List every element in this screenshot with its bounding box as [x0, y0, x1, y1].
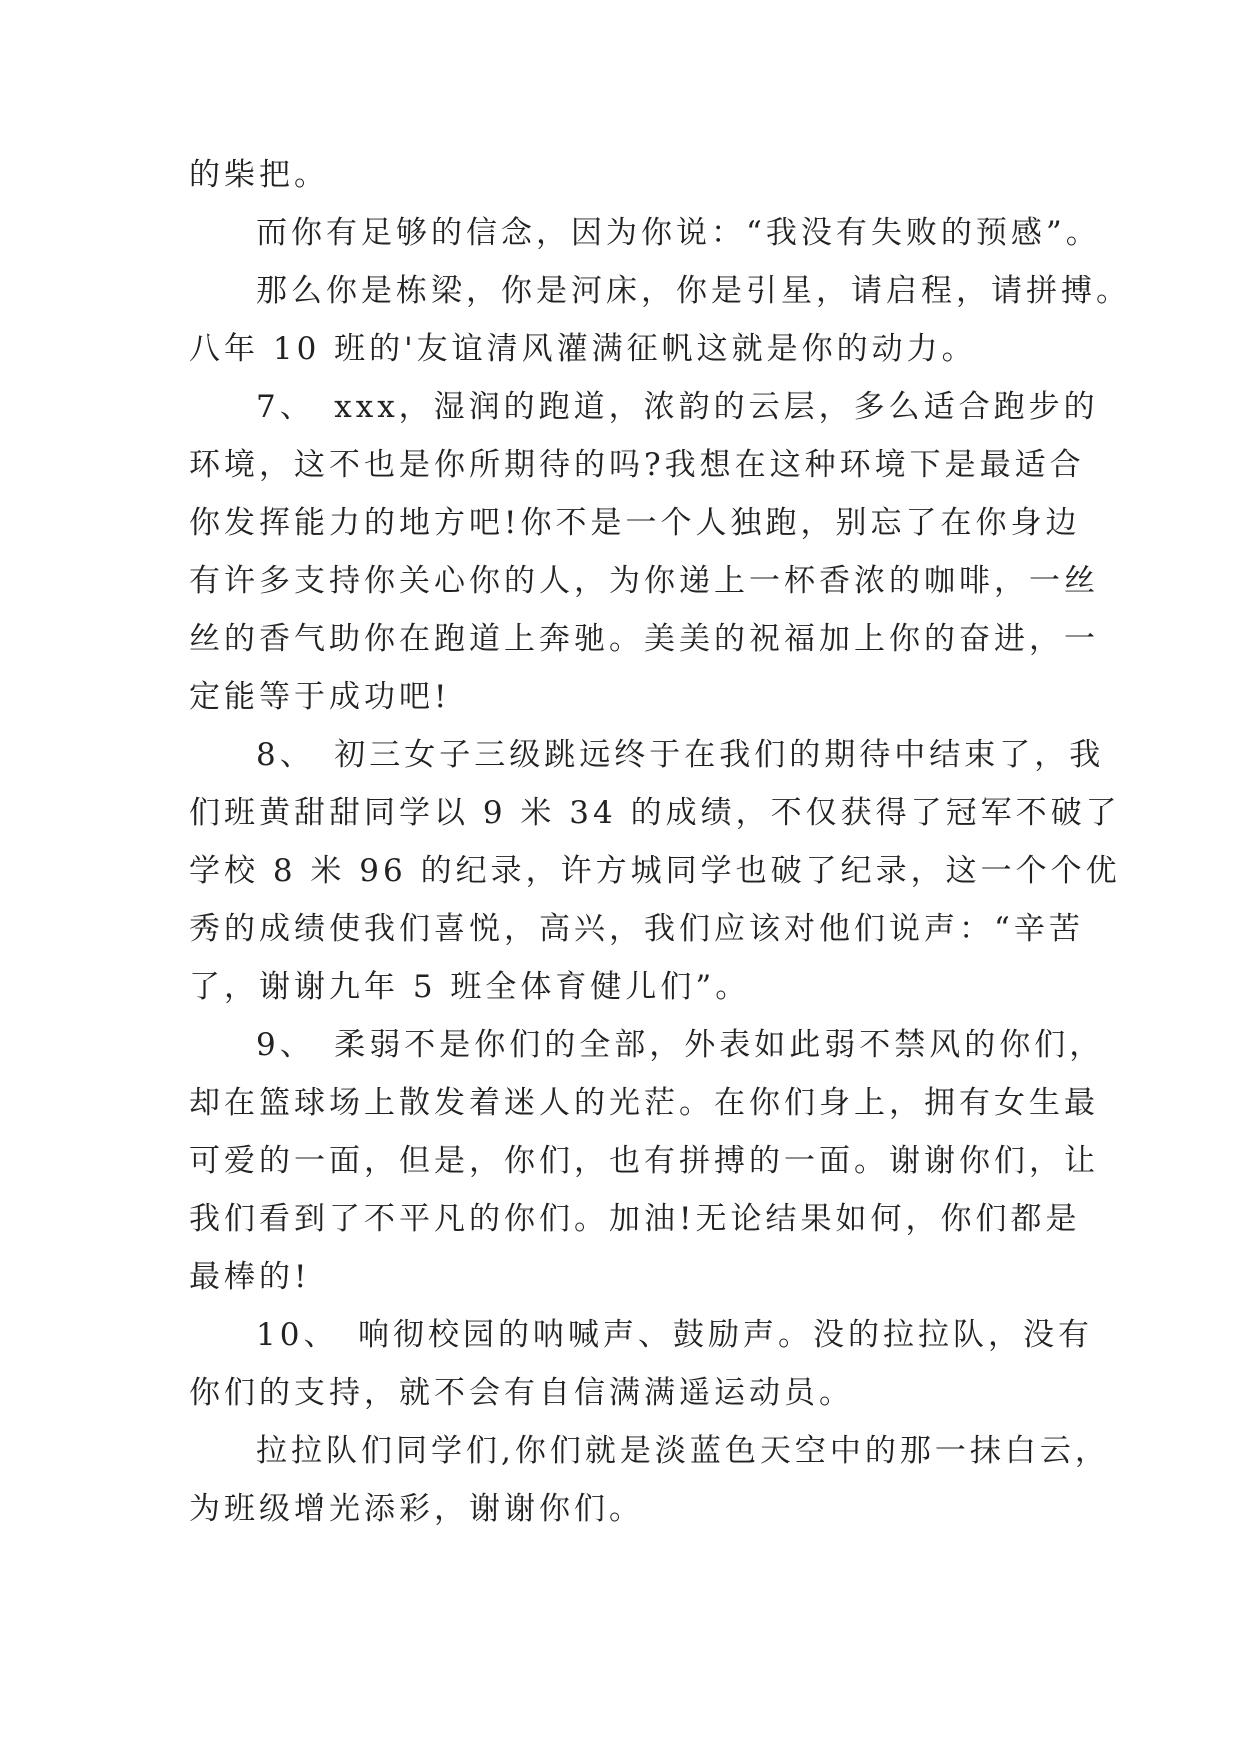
text-line: 八年 10 班的'友谊清风灌满征帆这就是你的动力。: [189, 331, 977, 367]
text-line: 有许多支持你关心你的人，为你递上一杯香浓的咖啡，一丝: [189, 563, 1099, 599]
document-body: [189, 146, 1131, 1538]
text-line: 我们看到了不平凡的你们。加油!无论结果如何，你们都是: [189, 1201, 1081, 1237]
text-line: 9、 柔弱不是你们的全部，外表如此弱不禁风的你们，: [256, 1027, 1105, 1063]
text-line: 环境，这不也是你所期待的吗?我想在这种环境下是最适合: [189, 447, 1085, 483]
text-line: 8、 初三女子三级跳远终于在我们的期待中结束了，我: [256, 737, 1105, 773]
text-line: 的柴把。: [189, 157, 329, 193]
text-line: 10、 响彻校园的呐喊声、鼓励声。没的拉拉队，没有: [256, 1317, 1093, 1353]
text-line: 学校 8 米 96 的纪录，许方城同学也破了纪录，这一个个优: [189, 853, 1121, 889]
text-line: 为班级增光添彩，谢谢你们。: [189, 1491, 644, 1527]
text-line: 了，谢谢九年 5 班全体育健儿们”。: [189, 969, 751, 1005]
text-line: 丝的香气助你在跑道上奔驰。美美的祝福加上你的奋进，一: [189, 621, 1099, 657]
text-line: 拉拉队们同学们,你们就是淡蓝色天空中的那一抹白云，: [256, 1433, 1110, 1469]
text-line: 7、 xxx，湿润的跑道，浓韵的云层，多么适合跑步的: [256, 389, 1099, 425]
text-line: 那么你是栋梁，你是河床，你是引星，请启程，请拼搏。: [256, 273, 1131, 309]
text-line: 可爱的一面，但是，你们，也有拼搏的一面。谢谢你们，让: [189, 1143, 1099, 1179]
text-line: 们班黄甜甜同学以 9 米 34 的成绩，不仅获得了冠军不破了: [189, 795, 1121, 831]
text-line: 秀的成绩使我们喜悦，高兴，我们应该对他们说声：“辛苦: [189, 911, 1084, 947]
text-line: 却在篮球场上散发着迷人的光茫。在你们身上，拥有女生最: [189, 1085, 1099, 1121]
text-line: 你们的支持，就不会有自信满满遥运动员。: [189, 1375, 854, 1411]
text-line: 你发挥能力的地方吧!你不是一个人独跑，别忘了在你身边: [189, 505, 1081, 541]
text-line: 定能等于成功吧!: [189, 679, 451, 715]
text-line: 最棒的!: [189, 1259, 311, 1295]
text-line: 而你有足够的信念，因为你说：“我没有失败的预感”。: [256, 215, 1101, 251]
